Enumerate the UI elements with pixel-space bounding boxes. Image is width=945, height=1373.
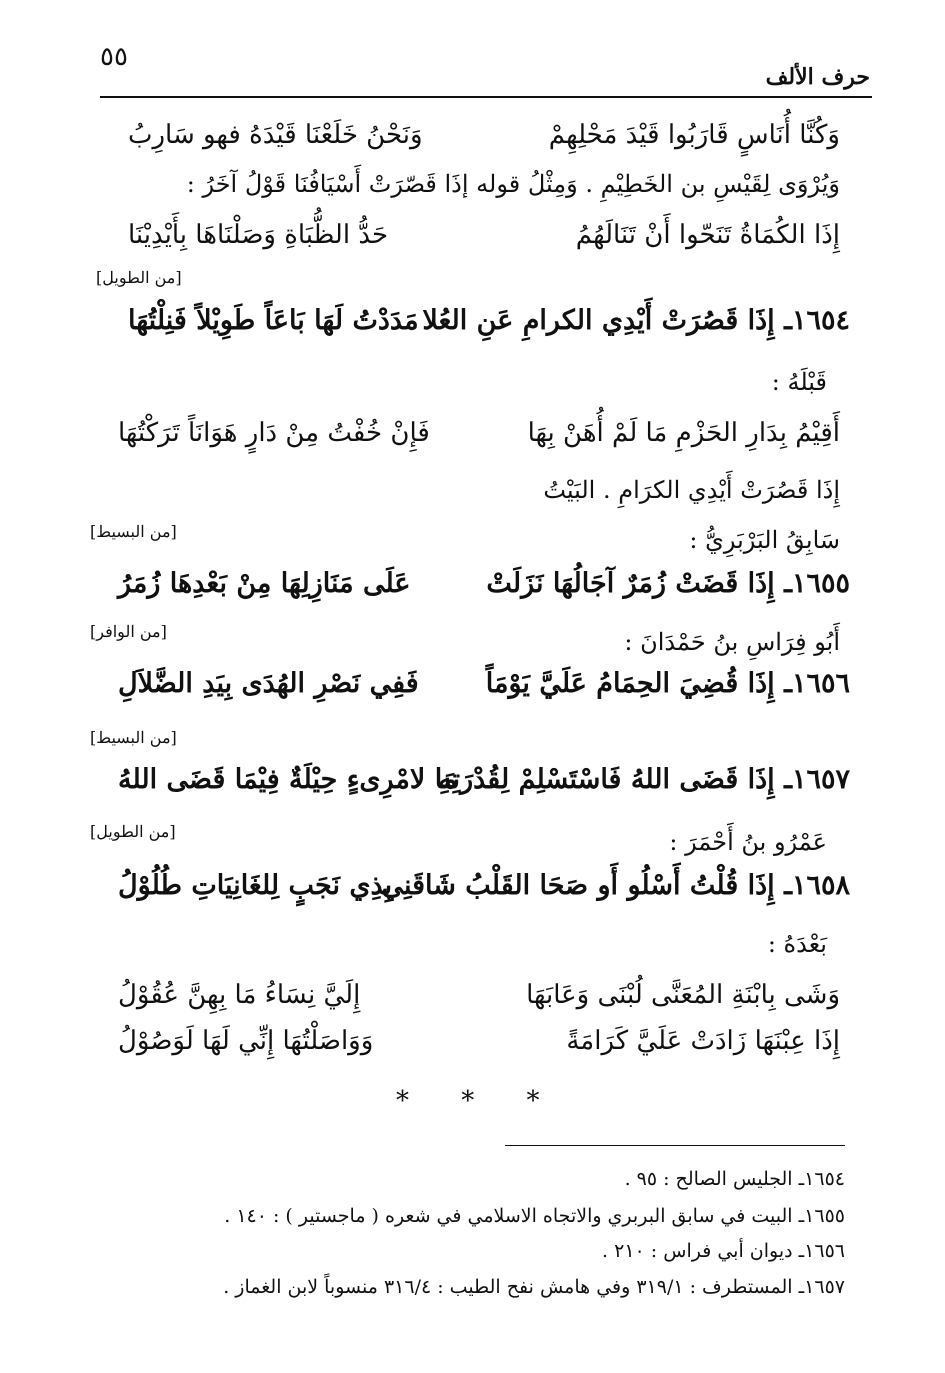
verse-number: ١٦٥٥ـ [784,568,850,599]
verse-right-hemistich: إِذَا قُلْتُ أَسْلُو أَو صَحَا القَلْبُ شَاقَنِي [381,870,775,901]
footnote: ١٦٥٦ـ ديوان أبي فراس : ٢١٠ . [602,1240,845,1262]
main-verse-number [486,568,850,599]
main-verse-number [486,668,850,699]
page-number: ٥٥ [100,42,128,72]
verse-right-hemistich: وَشَى بِابْنَةِ المُعَنَّى لُبْنَى وَعَابَهَا [526,980,840,1010]
footnote-rule [505,1145,845,1146]
verse-right-hemistich: أَقِيْمُ بِدَارِ الحَزْمِ مَا لَمْ أُهَنْ بِهَا [527,418,840,448]
meter-label: [من البسيط] [90,522,177,541]
verse-left-hemistich: وَنَحْنُ خَلَعْنَا قَيْدَهُ فهو سَارِبُ [128,120,423,150]
verse-left-hemistich: وَوَاصَلْتُهَا إِنِّي لَهَا لَوَصُوْلُ [118,1026,374,1056]
verse-right-hemistich: إِذَا قُضِيَ الحِمَامُ عَلَيَّ يَوْمَاً [485,668,775,699]
verse-left-hemistich: فَإِنْ خُفْتُ مِنْ دَارٍ هَوَانَاً تَرَكْتُهَا [118,418,430,448]
header-rule [100,96,872,98]
verse-number: ١٦٥٧ـ [784,764,850,795]
verse-right-hemistich: وَكُنَّا أُنَاسٍ قَارَبُوا قَيْدَ مَحْلِهِمْ [548,120,840,150]
poet-name: أَبُو فِرَاسِ بنُ حَمْدَانَ : [624,628,840,656]
section-separator: * * * [396,1086,562,1116]
verse-left-hemistich: مَدَدْتُ لَهَا بَاعَاً طَوِيْلاً فَنِلْتُهَا [128,305,419,336]
verse-left-hemistich: فَفِي نَصْرِ الهُدَى بِيَدِ الضَّلاَلِ [118,668,419,699]
verse-number: ١٦٥٦ـ [784,668,850,699]
meter-label: [من الطويل] [96,268,182,287]
verse-right-hemistich: إِذَا الكُمَاةُ تَنَحّوا أَنْ تَنَالَهُمُ [575,220,840,250]
chapter-title: حرف الألف [765,64,870,90]
verse-left-hemistich: مَا لامْرِىءٍ حِيْلَةٌ فِيْمَا قَضَى اللهُ [118,764,458,795]
meter-label: [من الطويل] [90,822,176,841]
prose-line: وَيُرْوَى لِقَيْسِ بن الخَطِيْمِ . وَمِثْلُ قوله إذَا قَصّرَتْ أَسْيَافُنَا قَوْلُ آخَرُ : [186,170,840,198]
prose-line: إِذَا قَصُرَتْ أَيْدِي الكرَامِ . البَيْتُ [543,476,840,504]
verse-right-hemistich: إِذَا قَضَتْ زُمَرٌ آجَالُهَا نَزَلَتْ [486,568,775,599]
prose-line: قَبْلَهُ : [771,368,827,396]
verse-right-hemistich: إِذَا عِبْنَهَا زَادَتْ عَلَيَّ كَرَامَةً [566,1026,840,1056]
poet-name: عَمْرُو بنُ أَحْمَرَ : [669,828,827,856]
verse-number: ١٦٥٨ـ [784,870,850,901]
meter-label: [من الوافر] [90,622,167,641]
verse-number: ١٦٥٤ـ [784,305,850,336]
footnote: ١٦٥٧ـ المستطرف : ٣١٩/١ وفي هامش نفح الطيب : ٣١٦/٤ منسوباً لابن الغماز . [223,1276,845,1298]
main-verse-number [381,870,850,901]
verse-left-hemistich: حَدُّ الظُّبَاةِ وَصَلْنَاهَا بِأَيْدِيْنَا [128,220,389,250]
verse-left-hemistich: إِلَيَّ نِسَاءُ مَا بِهِنَّ عُقُوْلُ [118,980,361,1010]
verse-right-hemistich: إِذَا قَضَى اللهُ فَاسْتَسْلِمْ لِقُدْرَتِهِ [438,764,775,795]
verse-left-hemistich: عَلَى مَنَازِلِهَا مِنْ بَعْدِهَا زُمَرُ [118,568,411,599]
verse-right-hemistich: إِذَا قَصُرَتْ أَيْدِي الكرامِ عَنِ العُلا [422,305,775,336]
main-verse-number [422,305,850,336]
poet-name: سَابِقُ البَرْبَرِيُّ : [689,526,840,554]
prose-line: بَعْدَهُ : [767,930,827,958]
footnote: ١٦٥٤ـ الجليس الصالح : ٩٥ . [624,1168,845,1190]
footnote: ١٦٥٥ـ البيت في سابق البربري والاتجاه الاسلامي في شعره ( ماجستير ) : ١٤٠ . [224,1205,845,1227]
meter-label: [من البسيط] [90,728,177,747]
verse-left-hemistich: بِذِي نَجَبٍ لِلغَانِيَاتِ طُلُوْلُ [118,870,393,901]
main-verse-number [438,764,850,795]
